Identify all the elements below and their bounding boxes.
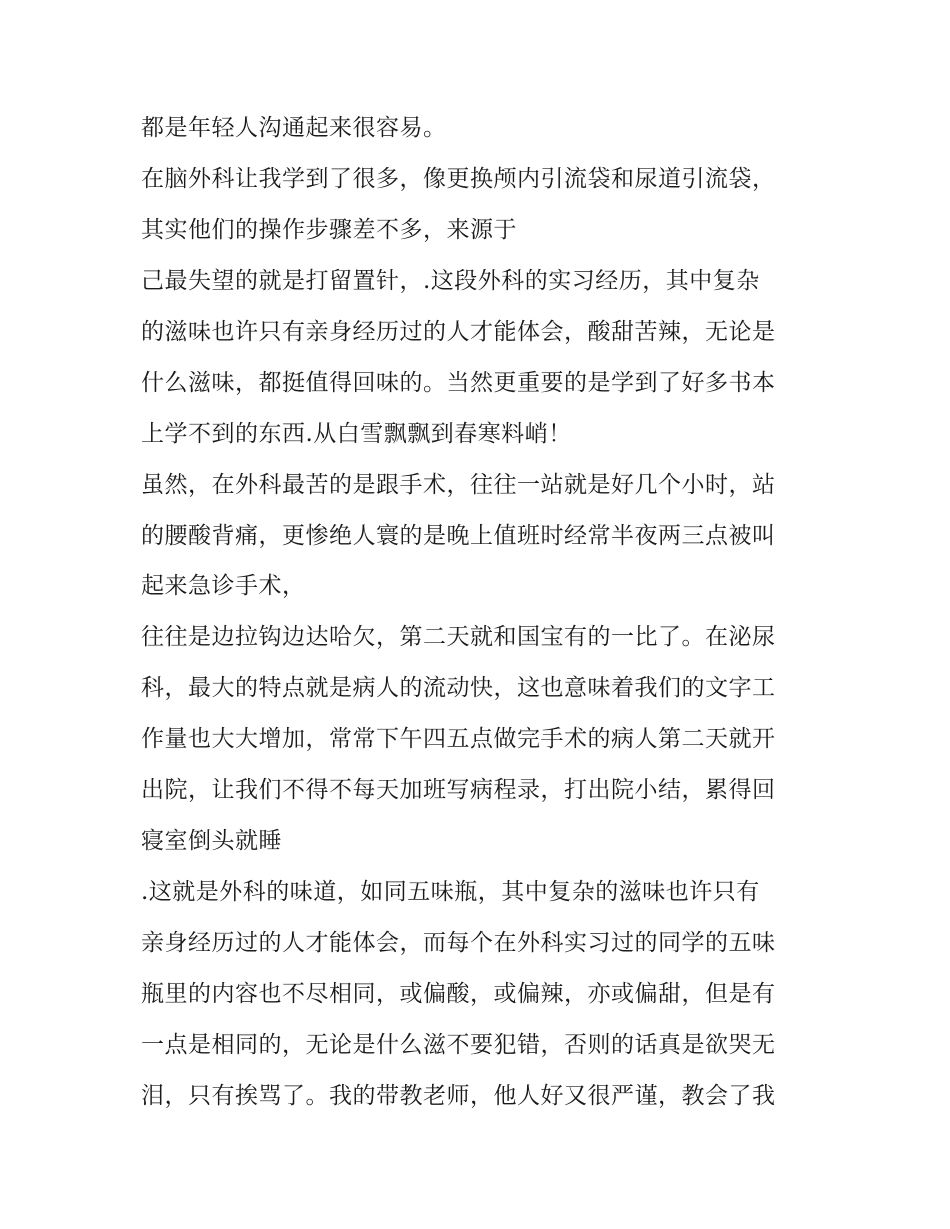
text-line: 什么滋味，都挺值得回味的。当然更重要的是学到了好多书本 [141, 370, 776, 396]
text-line: 的滋味也许只有亲身经历过的人才能体会，酸甜苦辣，无论是 [141, 319, 776, 345]
text-line: 上学不到的东西.从白雪飘飘到春寒料峭！ [141, 421, 572, 447]
text-line: 往往是边拉钩边达哈欠，第二天就和国宝有的一比了。在泌尿 [141, 624, 776, 650]
text-line: 起来急诊手术， [141, 573, 306, 599]
text-line: 一点是相同的，无论是什么滋不要犯错，否则的话真是欲哭无 [141, 1032, 776, 1058]
text-line: 瓶里的内容也不尽相同，或偏酸，或偏辣，亦或偏甜，但是有 [141, 981, 776, 1007]
text-line: .这就是外科的味道，如同五味瓶，其中复杂的滋味也许只有 [141, 879, 760, 905]
text-line: 亲身经历过的人才能体会，而每个在外科实习过的同学的五味 [141, 930, 776, 956]
text-line: 己最失望的就是打留置针，.这段外科的实习经历，其中复杂 [141, 268, 760, 294]
text-line: 都是年轻人沟通起来很容易。 [141, 115, 447, 141]
text-line: 科，最大的特点就是病人的流动快，这也意味着我们的文字工 [141, 675, 776, 701]
text-line: 泪，只有挨骂了。我的带教老师，他人好又很严谨，教会了我 [141, 1083, 776, 1109]
text-line: 作量也大大增加，常常下午四五点做完手术的病人第二天就开 [141, 726, 776, 752]
text-line: 的腰酸背痛，更惨绝人寰的是晚上值班时经常半夜两三点被叫 [141, 523, 776, 549]
text-line: 虽然，在外科最苦的是跟手术，往往一站就是好几个小时，站 [141, 472, 776, 498]
text-line: 出院，让我们不得不每天加班写病程录，打出院小结，累得回 [141, 777, 776, 803]
text-line: 寝室倒头就睡 [141, 828, 282, 854]
text-line: 其实他们的操作步骤差不多，来源于 [141, 217, 517, 243]
text-line: 在脑外科让我学到了很多，像更换颅内引流袋和尿道引流袋， [141, 166, 776, 192]
